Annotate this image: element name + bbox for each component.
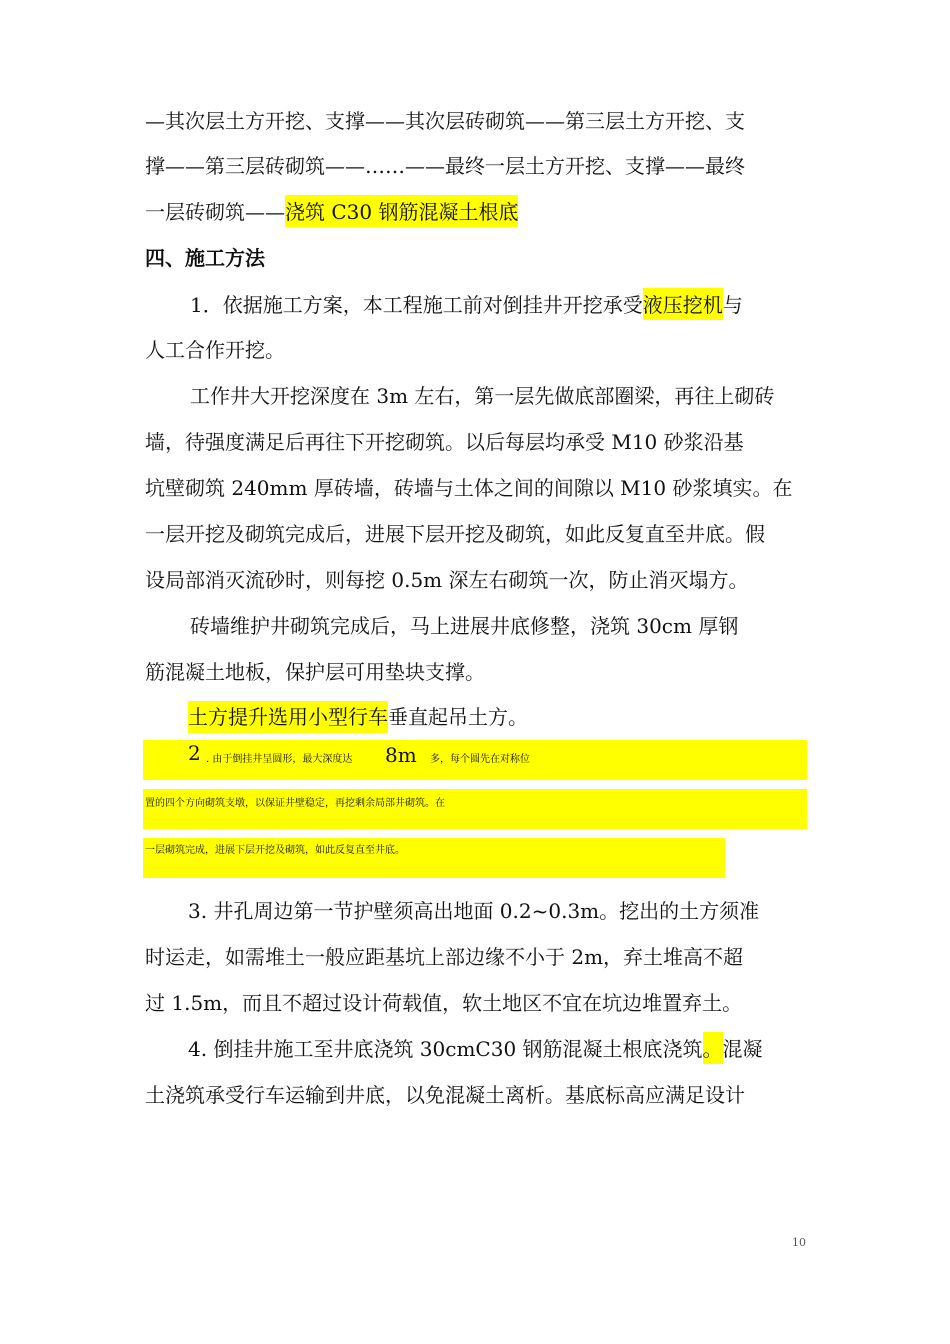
text-line: —其次层土方开挖、支撑——其次层砖砌筑——第三层土方开挖、支 [145, 109, 745, 133]
text-line: 3. 井孔周边第一节护壁须高出地面 0.2~0.3m。挖出的土方须准 [188, 899, 760, 923]
text-line: 一层开挖及砌筑完成后，进展下层开挖及砌筑，如此反复直至井底。假 [145, 522, 765, 546]
text-run: . 由于倒挂井呈圆形，最大深度达 [206, 754, 353, 765]
text-line [188, 1034, 763, 1064]
section-heading: 四、施工方法 [145, 246, 265, 270]
text-run: 混凝 [722, 1037, 763, 1061]
text-line: 砖墙维护井砌筑完成后，马上进展井底修整，浇筑 30cm 厚钢 [190, 614, 739, 638]
text-line: 一层砌筑完成，进展下层开挖及砌筑，如此反复直至井底。 [145, 845, 405, 856]
page-number: 10 [792, 1236, 806, 1249]
highlighted-text: 浇筑 C30 钢筋混凝土根底 [285, 195, 518, 227]
text-line: 人工合作开挖。 [145, 338, 285, 362]
text-run: 8m [385, 743, 417, 767]
highlighted-text: 。 [703, 1032, 723, 1064]
text-line: 置的四个方向砌筑支墩，以保证井壁稳定，再挖剩余局部井砌筑。在 [145, 798, 445, 809]
text-run: 垂直起吊土方。 [388, 705, 528, 729]
text-line: 工作井大开挖深度在 3m 左右，第一层先做底部圈梁，再往上砌砖 [190, 384, 775, 408]
text-run: 一层砖砌筑—— [145, 200, 285, 224]
highlighted-text: 土方提升选用小型行车 [188, 701, 388, 733]
text-line: 撑——第三层砖砌筑——……——最终一层土方开挖、支撑——最终 [145, 154, 745, 178]
text-line: 时运走，如需堆土一般应距基坑上部边缘不小于 2m，弃土堆高不超 [145, 945, 744, 969]
highlighted-text: 液压挖机 [643, 288, 723, 320]
text-line: 坑壁砌筑 240mm 厚砖墙，砖墙与土体之间的间隙以 M10 砂浆填实。在 [145, 476, 793, 500]
text-run: 4. 倒挂井施工至井底浇筑 30cmC30 钢筋混凝土根底浇筑 [188, 1037, 703, 1061]
text-run: 与 [722, 293, 743, 317]
text-line: 筋混凝土地板，保护层可用垫块支撑。 [145, 660, 485, 684]
text-line [188, 702, 528, 732]
text-run: 多，每个圆先在对称位 [430, 754, 530, 765]
text-line: 设局部消灭流砂时，则每挖 0.5m 深左右砌筑一次，防止消灭塌方。 [145, 568, 749, 592]
text-line: 过 1.5m，而且不超过设计荷载值，软土地区不宜在坑边堆置弃土。 [145, 991, 743, 1015]
text-run: 1．依据施工方案，本工程施工前对倒挂井开挖承受 [190, 293, 643, 317]
text-line: 墙，待强度满足后再往下开挖砌筑。以后每层均承受 M10 砂浆沿基 [145, 430, 744, 454]
text-line [190, 290, 743, 320]
text-line: 土浇筑承受行车运输到井底，以免混凝土离析。基底标高应满足设计 [145, 1083, 745, 1107]
text-line [145, 197, 518, 227]
item-number: 2 [188, 741, 201, 765]
